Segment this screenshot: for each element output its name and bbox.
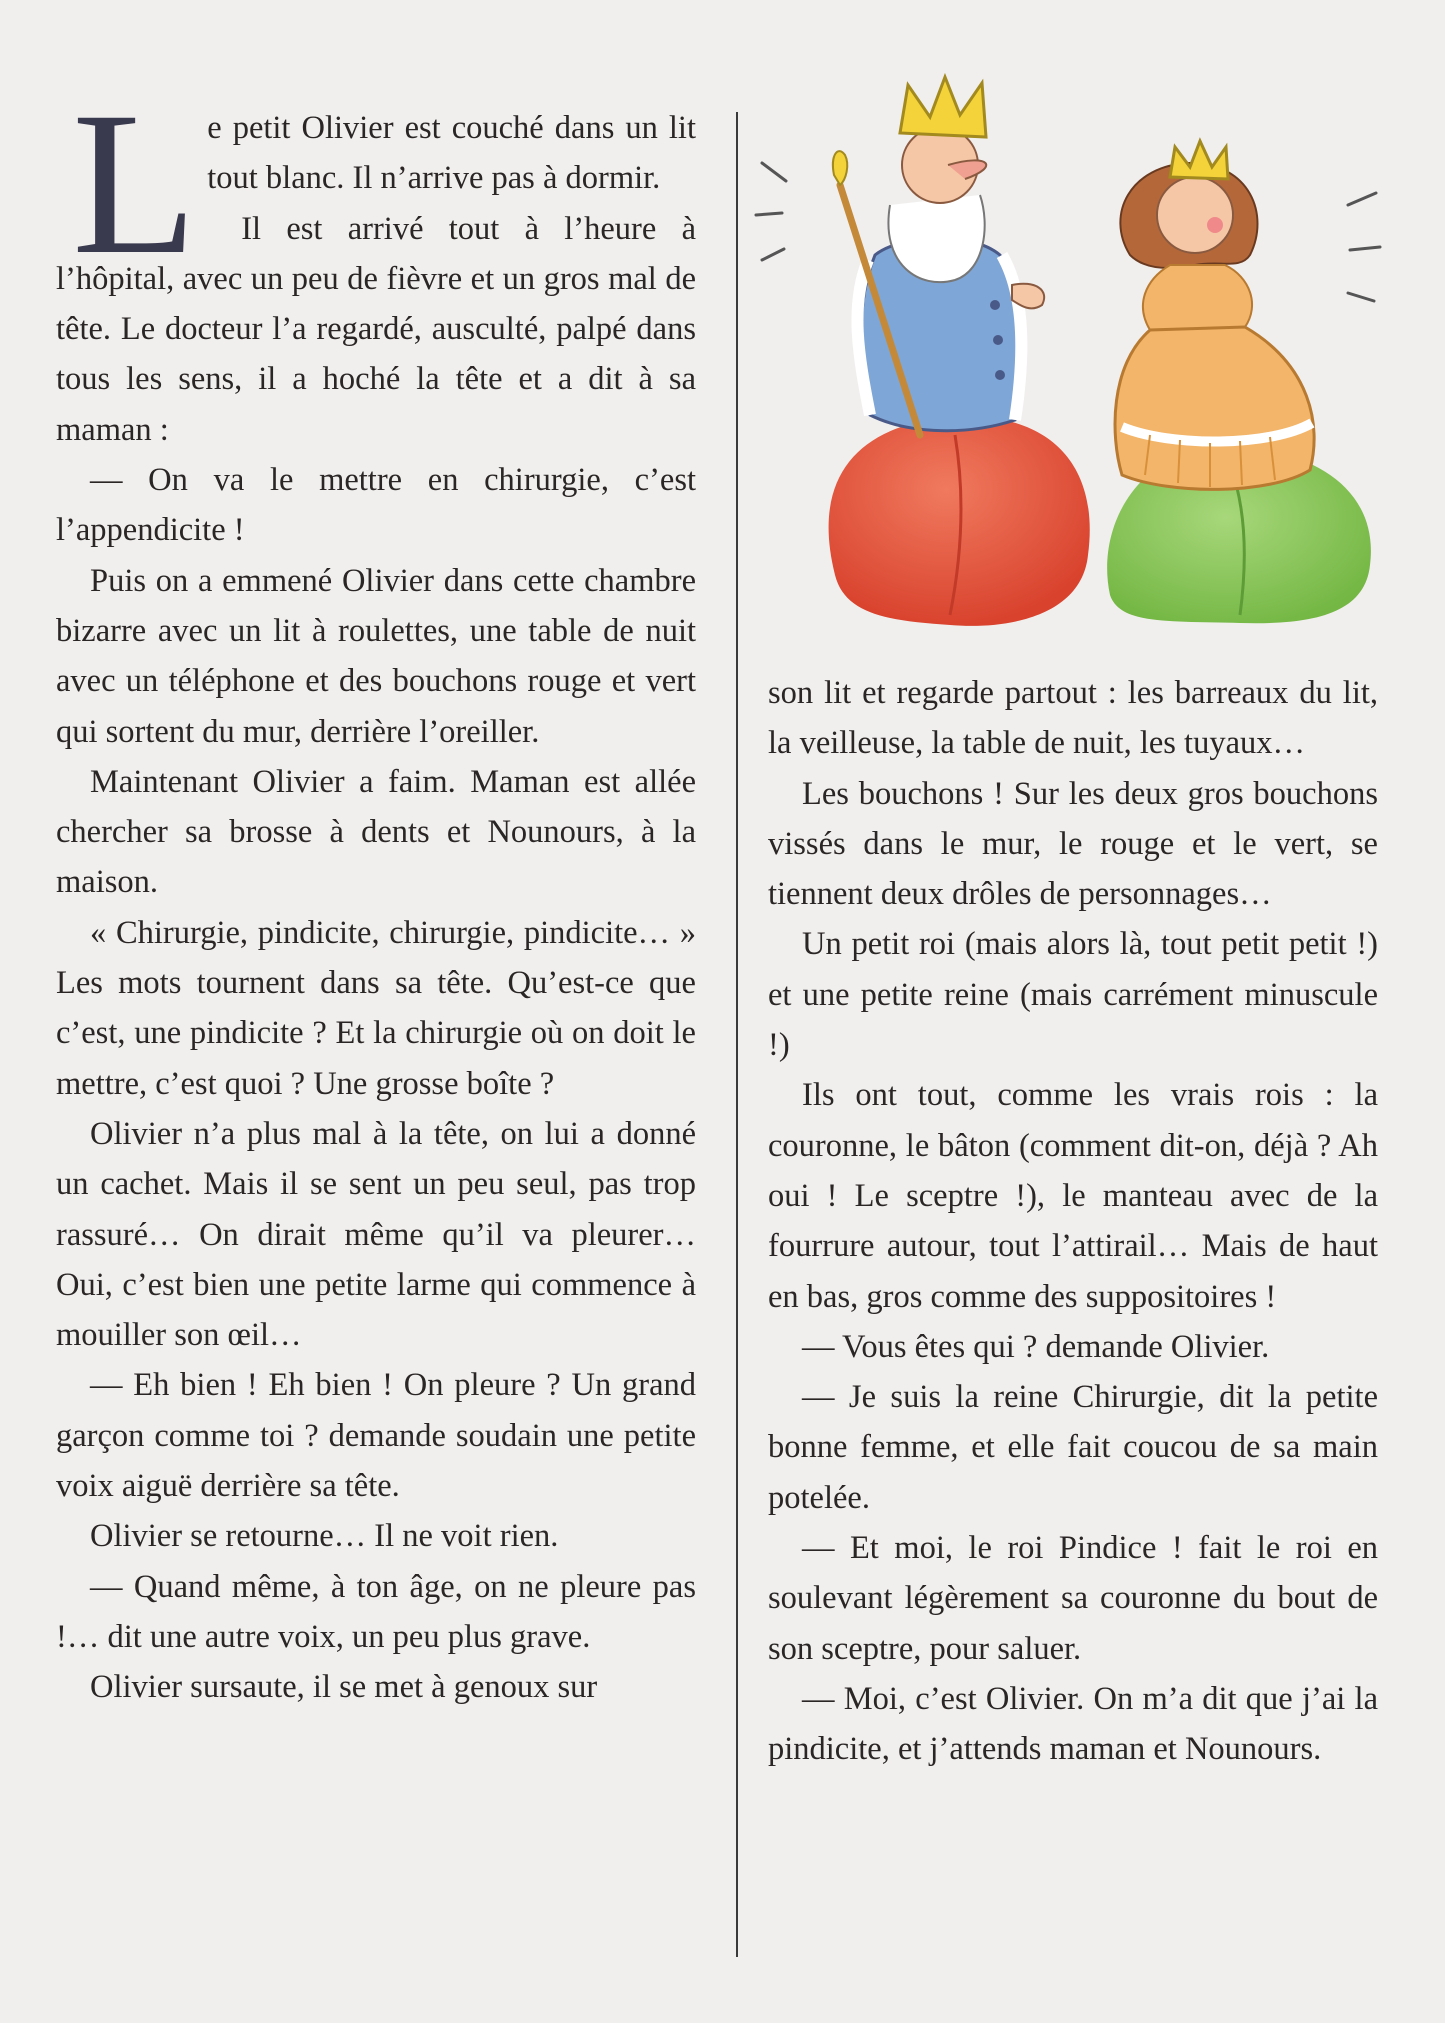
paragraph: son lit et regarde partout : les barreaux du lit, la veilleuse, la table de nuit, les tuyaux… — [768, 675, 1378, 762]
paragraph: — Et moi, le roi Pindice ! fait le roi en soulevant légèrement sa couronne du bout de son sceptre, pour saluer. — [768, 1530, 1378, 1667]
right-text-column — [768, 668, 1378, 1775]
drop-cap: L — [72, 70, 198, 297]
column-divider — [736, 112, 738, 1957]
paragraph: Maintenant Olivier a faim. Maman est allée chercher sa brosse à dents et Nounours, à la maison. — [56, 763, 696, 901]
paragraph: Puis on a emmené Olivier dans cette chambre bizarre avec un lit à roulettes, une table de nuit avec un téléphone et des bouchons rouge et vert qui sortent du mur, derrière l’oreiller. — [56, 562, 696, 750]
paragraph: « Chirurgie, pindicite, chirurgie, pindicite… » Les mots tournent dans sa tête. Qu’est-ce que c’est, une pindicite ? Et la chirurgie où on doit le mettre, c’est quoi ? Une grosse boîte ? — [56, 914, 696, 1102]
motion-lines — [756, 163, 1380, 301]
paragraph: — Vous êtes qui ? demande Olivier. — [802, 1328, 1270, 1365]
paragraph: Olivier n’a plus mal à la tête, on lui a donné un cachet. Mais il se sent un peu seul, pas trop rassuré… On dirait même qu’il va pleurer… Oui, c’est bien une petite larme qui commence à mouiller son œil… — [56, 1115, 696, 1354]
paragraph: Olivier sursaute, il se met à genoux sur — [90, 1669, 598, 1706]
paragraph: Olivier se retourne… Il ne voit rien. — [90, 1518, 559, 1555]
paragraph: — Je suis la reine Chirurgie, dit la petite bonne femme, et elle fait coucou de sa main potelée. — [768, 1379, 1378, 1516]
paragraph: — Moi, c’est Olivier. On m’a dit que j’ai la pindicite, et j’attends maman et Nounours. — [768, 1680, 1378, 1768]
king-figure — [833, 77, 1044, 435]
paragraph: Un petit roi (mais alors là, tout petit petit !) et une petite reine (mais carrément minuscule !) — [768, 926, 1378, 1064]
king-and-queen-on-stoppers-illustration — [750, 55, 1390, 645]
paragraph: Les bouchons ! Sur les deux gros bouchons vissés dans le mur, le rouge et le vert, se tiennent deux drôles de personnages… — [768, 775, 1378, 913]
paragraph: Ils ont tout, comme les vrais rois : la couronne, le bâton (comment dit-on, déjà ? Ah oui ! Le sceptre !), le manteau avec de la fourrure autour, tout l’attirail… Mais de haut en bas, gros comme des suppositoires ! — [768, 1077, 1378, 1315]
paragraph-1: Le petit Olivier est couché dans un lit tout blanc. Il n’arrive pas à dormir. — [72, 70, 696, 297]
illustration-drawing — [750, 55, 1390, 645]
left-text-column — [56, 70, 696, 1713]
paragraph: — Eh bien ! Eh bien ! On pleure ? Un grand garçon comme toi ? demande soudain une petite voix aiguë derrière sa tête. — [56, 1367, 696, 1505]
paragraph: — On va le mettre en chirurgie, c’est l’appendicite ! — [56, 462, 696, 549]
red-stopper — [829, 416, 1090, 625]
paragraph: — Quand même, à ton âge, on ne pleure pas !… dit une autre voix, un peu plus grave. — [56, 1568, 696, 1655]
paragraph: Il est arrivé tout à l’heure à l’hôpital, avec un peu de fièvre et un gros mal de tête. Le docteur l’a regardé, ausculté, palpé dans tous les sens, il a hoché la tête et a dit à sa maman : — [56, 210, 696, 448]
queen-figure — [1115, 141, 1314, 489]
